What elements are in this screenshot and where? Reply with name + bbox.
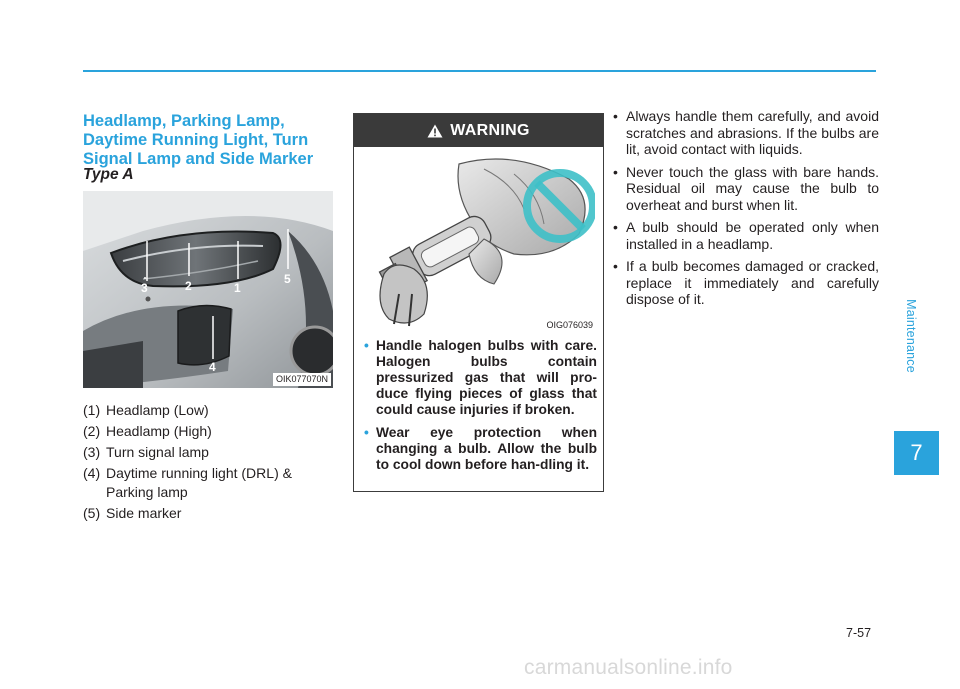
legend-text: Turn signal lamp xyxy=(106,444,209,460)
figure-code: OIG076039 xyxy=(546,320,593,330)
chapter-side-label xyxy=(896,256,926,416)
heading-line: Daytime Running Light, Turn xyxy=(83,131,309,149)
legend-item xyxy=(83,422,343,441)
section-heading xyxy=(83,112,343,169)
callout-3: 3 xyxy=(141,281,148,295)
chapter-tab: 7 xyxy=(894,431,939,475)
page-number: 7-57 xyxy=(846,626,872,640)
warning-header xyxy=(354,114,603,147)
bullet-dot: • xyxy=(613,258,618,274)
legend-number: (3) xyxy=(83,444,101,460)
bullet-text: Never touch the glass with bare hands. Residual oil may cause the bulb to overheat and burst when lit. xyxy=(626,163,879,213)
top-rule xyxy=(83,70,876,72)
callout-4: 4 xyxy=(209,360,216,374)
headlamp-illustration xyxy=(83,191,333,388)
bullet-text: If a bulb becomes damaged or cracked, replace it immediately and carefully dispose of it. xyxy=(626,258,879,307)
legend-number: (4) xyxy=(83,465,101,481)
caution-bullets xyxy=(613,108,879,314)
warning-text: Handle halogen bulbs with care. Halogen bulbs contain pressurized gas that will pro-duce flying pieces of glass that could cause injuries if broken. xyxy=(376,338,597,417)
bullet-dot: • xyxy=(364,338,369,353)
bullet-dot: • xyxy=(364,425,369,440)
legend-list xyxy=(83,401,343,525)
legend-number: (2) xyxy=(83,423,101,439)
headlamp-photo xyxy=(83,191,333,388)
legend-text: Side marker xyxy=(106,505,182,521)
legend-number: (1) xyxy=(83,402,101,418)
bullet-dot: • xyxy=(613,108,618,124)
watermark: carmanualsonline.info xyxy=(524,656,733,679)
warning-text: Wear eye protection when changing a bulb. Allow the bulb to cool down before han-dling it. xyxy=(376,425,597,472)
legend-item xyxy=(83,504,343,523)
bullet-text: Always handle them carefully, and avoid scratches and abrasions. If the bulbs are lit, avoid contact with liquids. xyxy=(626,108,879,157)
chapter-title: Maintenance xyxy=(904,299,918,373)
warning-title: WARNING xyxy=(450,121,530,139)
bullet-item xyxy=(613,219,879,252)
callout-1: 1 xyxy=(234,281,241,295)
warning-item xyxy=(364,338,597,418)
bullet-dot: • xyxy=(613,219,618,235)
bulb-figure xyxy=(364,154,595,330)
legend-item xyxy=(83,464,343,502)
legend-text: Headlamp (High) xyxy=(106,423,212,439)
warning-item xyxy=(364,425,597,473)
warning-triangle-icon xyxy=(427,124,443,138)
bullet-item xyxy=(613,258,879,308)
bullet-item xyxy=(613,164,879,214)
legend-text: Headlamp (Low) xyxy=(106,402,209,418)
warning-list xyxy=(364,338,597,480)
callout-5: 5 xyxy=(284,272,291,286)
hand-holding-bulb-illustration xyxy=(364,154,595,330)
warning-box xyxy=(353,113,604,492)
type-label: Type A xyxy=(83,166,134,183)
bullet-text: A bulb should be operated only when installed in a headlamp. xyxy=(626,219,879,252)
legend-item xyxy=(83,443,343,462)
bullet-dot: • xyxy=(613,163,618,180)
callout-2: 2 xyxy=(185,279,192,293)
legend-item xyxy=(83,401,343,420)
legend-text: Daytime running light (DRL) & Parking lamp xyxy=(106,465,292,500)
bullet-item xyxy=(613,108,879,158)
heading-line: Signal Lamp and Side Marker xyxy=(83,150,314,168)
legend-number: (5) xyxy=(83,505,101,521)
figure-code: OIK077070N xyxy=(273,373,331,386)
heading-line: Headlamp, Parking Lamp, xyxy=(83,112,285,130)
